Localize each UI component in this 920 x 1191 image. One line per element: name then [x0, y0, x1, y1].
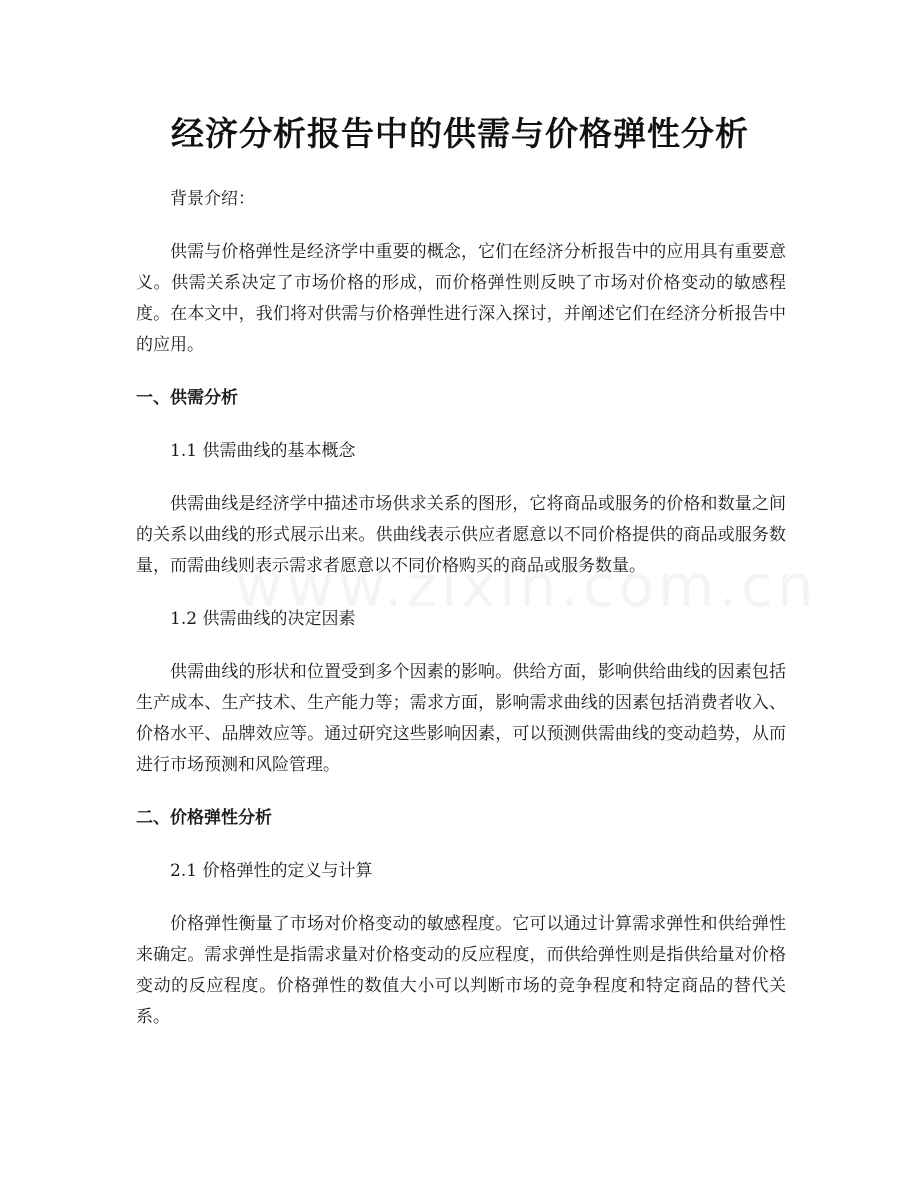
page-title: 经济分析报告中的供需与价格弹性分析 [171, 114, 749, 153]
subsection-heading: 2.1 价格弹性的定义与计算 [170, 861, 373, 881]
document-body [136, 184, 786, 1055]
subsection-paragraph: 价格弹性衡量了市场对价格变动的敏感程度。它可以通过计算需求弹性和供给弹性来确定。需求弹性是指需求量对价格变动的反应程度，而供给弹性则是指供给量对价格变动的反应程度。价格弹性的数值大小可以判断市场的竞争程度和特定商品的替代关系。 [136, 914, 786, 1027]
subsection-heading: 1.2 供需曲线的决定因素 [170, 609, 356, 629]
intro-paragraph: 供需与价格弹性是经济学中重要的概念，它们在经济分析报告中的应用具有重要意义。供需关系决定了市场价格的形成，而价格弹性则反映了市场对价格变动的敏感程度。在本文中，我们将对供需与价格弹性进行深入探讨，并阐述它们在经济分析报告中的应用。 [136, 242, 786, 355]
intro-heading: 背景介绍： [170, 189, 255, 209]
subsection-paragraph: 供需曲线是经济学中描述市场供求关系的图形，它将商品或服务的价格和数量之间的关系以曲线的形式展示出来。供曲线表示供应者愿意以不同价格提供的商品或服务数量，而需曲线则表示需求者愿意以不同价格购买的商品或服务数量。 [136, 494, 786, 576]
section-heading: 二、价格弹性分析 [136, 808, 272, 828]
subsection-paragraph: 供需曲线的形状和位置受到多个因素的影响。供给方面，影响供给曲线的因素包括生产成本、生产技术、生产能力等；需求方面，影响需求曲线的因素包括消费者收入、价格水平、品牌效应等。通过研究这些影响因素，可以预测供需曲线的变动趋势，从而进行市场预测和风险管理。 [136, 662, 786, 775]
section-heading: 一、供需分析 [136, 388, 238, 408]
subsection-heading: 1.1 供需曲线的基本概念 [170, 441, 356, 461]
